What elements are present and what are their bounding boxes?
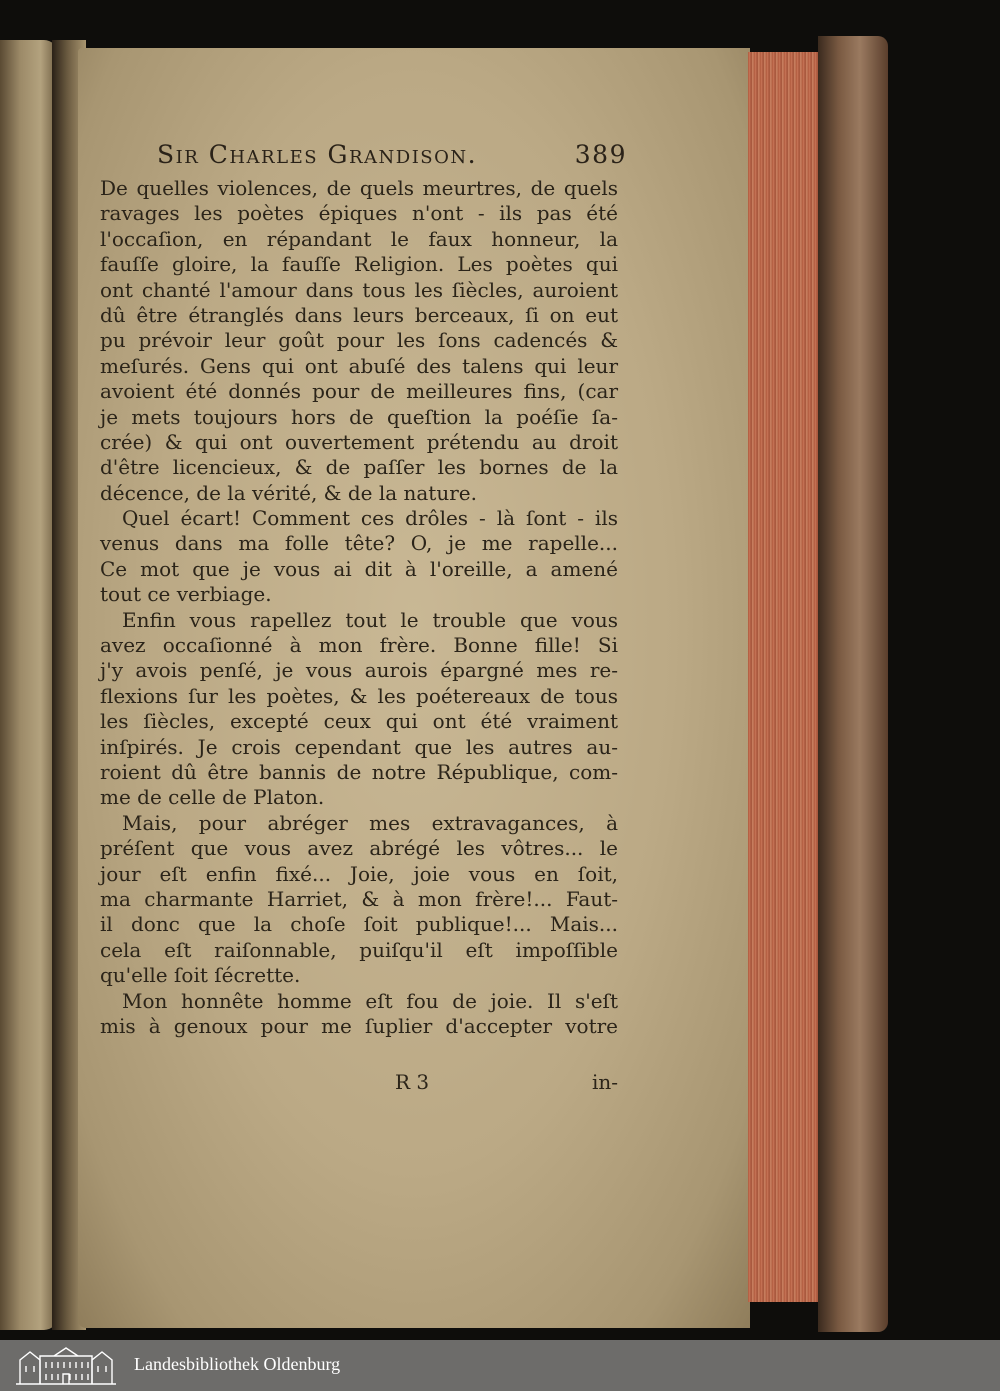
text-line: fauſſe gloire, la fauſſe Religion. Les poètes qui [100,252,618,277]
text-line: qu'elle ſoit ſécrette. [100,963,301,988]
text-line: Quel écart! Comment ces drôles - là ſont - ils [122,506,618,531]
text-line: me de celle de Platon. [100,785,325,810]
page-fore-edge [748,52,820,1302]
text-line: crée) & qui ont ouvertement prétendu au droit [100,429,618,454]
text-line: Mon honnête homme eſt fou de joie. Il s'eſt [122,988,618,1013]
text-line: je mets toujours hors de queſtion la poéſie ſa- [100,404,618,429]
text-line: roient dû être bannis de notre République, com- [100,759,618,784]
text-line: j'y avois penſé, je vous aurois épargné mes re- [100,658,618,683]
text-line: ont chanté l'amour dans tous les ſiècles, auroient [100,277,618,302]
left-page-edge [0,40,58,1330]
text-line: avez occaſionné à mon frère. Bonne fille! Si [100,633,618,658]
text-line: Mais, pour abréger mes extravagances, à [122,810,618,835]
text-line: il donc que la choſe ſoit publique!... Mais... [100,912,618,937]
page-footer [100,1070,618,1100]
page-text [100,176,618,1039]
page-number: 389 [574,140,627,169]
text-line: jour eſt enfin fixé... Joie, joie vous en ſoit, [100,861,618,886]
text-line: préſent que vous avez abrégé les vôtres... le [100,836,618,861]
text-line: De quelles violences, de quels meurtres, de quels [100,176,618,200]
text-line: venus dans ma folle tête? O, je me rapelle... [100,531,618,556]
book-cover-edge [818,36,888,1332]
signature-mark: R 3 [395,1070,430,1094]
text-line: Ce mot que je vous ai dit à l'oreille, a amené [100,556,618,581]
text-line: flexions ſur les poètes, & les poétereaux de tous [100,683,618,708]
text-line: d'être licencieux, & de paſſer les bornes de la [100,455,618,480]
text-line: décence, de la vérité, & de la nature. [100,480,477,505]
library-building-icon [14,1346,118,1386]
text-line: tout ce verbiage. [100,582,272,607]
running-head-title: Sir Charles Grandison. [157,140,478,169]
catchword: in- [591,1070,618,1094]
text-line: meſurés. Gens qui ont abuſé des talens qui leur [100,353,618,378]
text-line: pu prévoir leur goût pour les ſons cadencés & [100,328,618,353]
text-line: avoient été donnés pour de meilleures fins, (car [100,379,618,404]
text-line: inſpirés. Je crois cependant que les autres au- [100,734,618,759]
text-line: les ſiècles, excepté ceux qui ont été vraiment [100,709,618,734]
running-head [157,140,627,174]
library-banner [0,1340,1000,1391]
text-line: ma charmante Harriet, & à mon frère!... Faut- [100,886,618,911]
text-line: mis à genoux pour me ſuplier d'accepter votre [100,1013,618,1038]
library-name: Landesbibliothek Oldenburg [134,1354,341,1374]
text-line: Enfin vous rapellez tout le trouble que vous [122,607,618,632]
text-line: dû être étranglés dans leurs berceaux, ſi on eut [100,302,618,327]
text-line: l'occaſion, en répandant le faux honneur, la [100,226,618,251]
text-line: cela eſt raiſonnable, puiſqu'il eſt impoſſible [100,937,618,962]
text-line: ravages les poètes épiques n'ont - ils pas été [100,201,618,226]
